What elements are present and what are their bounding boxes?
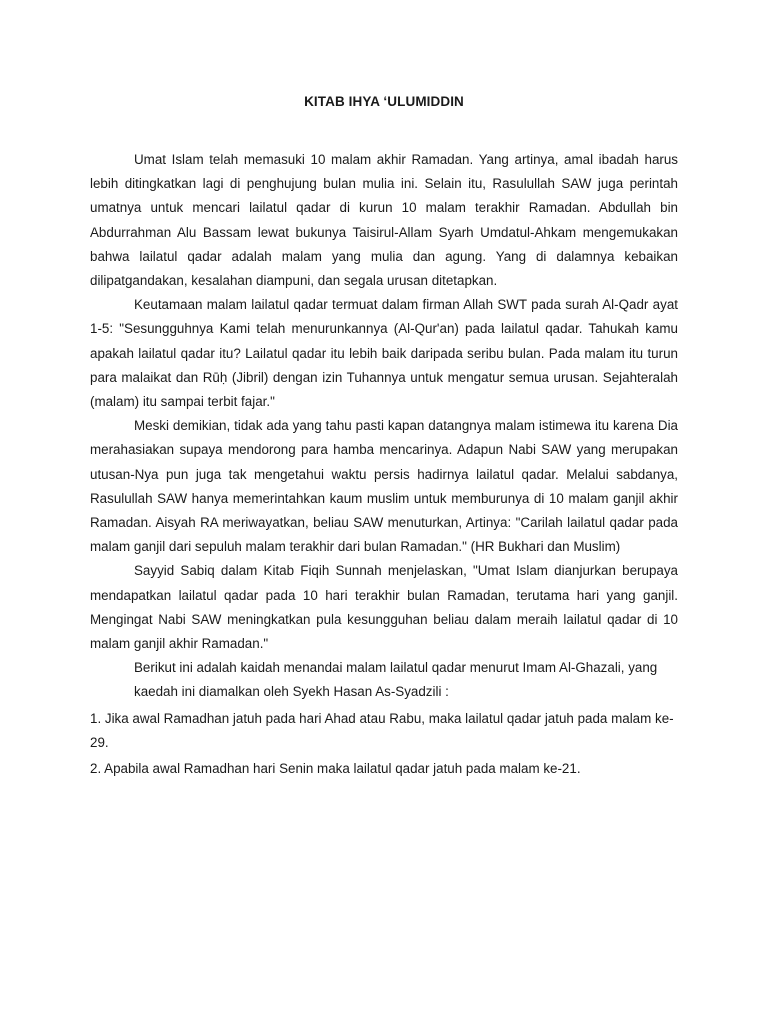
paragraph-3: Meski demikian, tidak ada yang tahu pasti kapan datangnya malam istimewa itu karena Dia merahasiakan supaya mendorong para hamba mencarinya. Adapun Nabi SAW yang merupakan utusan-Nya pun juga tak mengetahui waktu persis hadirnya lailatul qadar. Melalui sabdanya, Rasulullah SAW hanya memerintahkan kaum muslim untuk memburunya di 10 malam ganjil akhir Ramadan. Aisyah RA meriwayatkan, beliau SAW menuturkan, Artinya: "Carilah lailatul qadar pada malam ganjil dari sepuluh malam terakhir dari bulan Ramadan." (HR Bukhari dan Muslim) bbox=[90, 418, 678, 555]
list-item: 1. Jika awal Ramadhan jatuh pada hari Ahad atau Rabu, maka lailatul qadar jatuh pada malam ke-29. bbox=[90, 710, 674, 750]
paragraph-5-line-1: Berikut ini adalah kaidah menandai malam lailatul qadar menurut Imam Al-Ghazali, yang bbox=[134, 660, 658, 676]
paragraph-5 bbox=[90, 656, 678, 704]
paragraph-2: Keutamaan malam lailatul qadar termuat dalam firman Allah SWT pada surah Al-Qadr ayat 1-5: "Sesungguhnya Kami telah menurunkannya (Al-Qur'an) pada lailatul qadar. Tahukah kamu apakah lailatul qadar itu? Lailatul qadar itu lebih baik daripada seribu bulan. Pada malam itu turun para malaikat dan Rūḥ (Jibril) dengan izin Tuhannya untuk mengatur semua urusan. Sejahteralah (malam) itu sampai terbit fajar." bbox=[90, 297, 678, 410]
paragraph-5-line-2: kaedah ini diamalkan oleh Syekh Hasan As-Syadzili : bbox=[134, 684, 449, 700]
paragraph-4: Sayyid Sabiq dalam Kitab Fiqih Sunnah menjelaskan, "Umat Islam dianjurkan berupaya mendapatkan lailatul qadar pada 10 hari terakhir bulan Ramadan, terutama hari yang ganjil. Mengingat Nabi SAW meningkatkan pula kesungguhan beliau dalam meraih lailatul qadar di 10 malam ganjil akhir Ramadan." bbox=[90, 563, 678, 652]
document-title: KITAB IHYA ‘ULUMIDDIN bbox=[304, 94, 464, 109]
document-body bbox=[90, 148, 678, 781]
paragraph-1: Umat Islam telah memasuki 10 malam akhir Ramadan. Yang artinya, amal ibadah harus lebih ditingkatkan lagi di penghujung bulan mulia ini. Selain itu, Rasulullah SAW juga perintah umatnya untuk mencari lailatul qadar di kurun 10 malam terakhir Ramadan. Abdullah bin Abdurrahman Alu Bassam lewat bukunya Taisirul-Allam Syarh Umdatul-Ahkam mengemukakan bahwa lailatul qadar adalah malam yang mulia dan agung. Yang di dalamnya kebaikan dilipatgandakan, kesalahan diampuni, dan segala urusan ditetapkan. bbox=[90, 152, 678, 289]
list-item: 2. Apabila awal Ramadhan hari Senin maka lailatul qadar jatuh pada malam ke-21. bbox=[90, 761, 581, 777]
